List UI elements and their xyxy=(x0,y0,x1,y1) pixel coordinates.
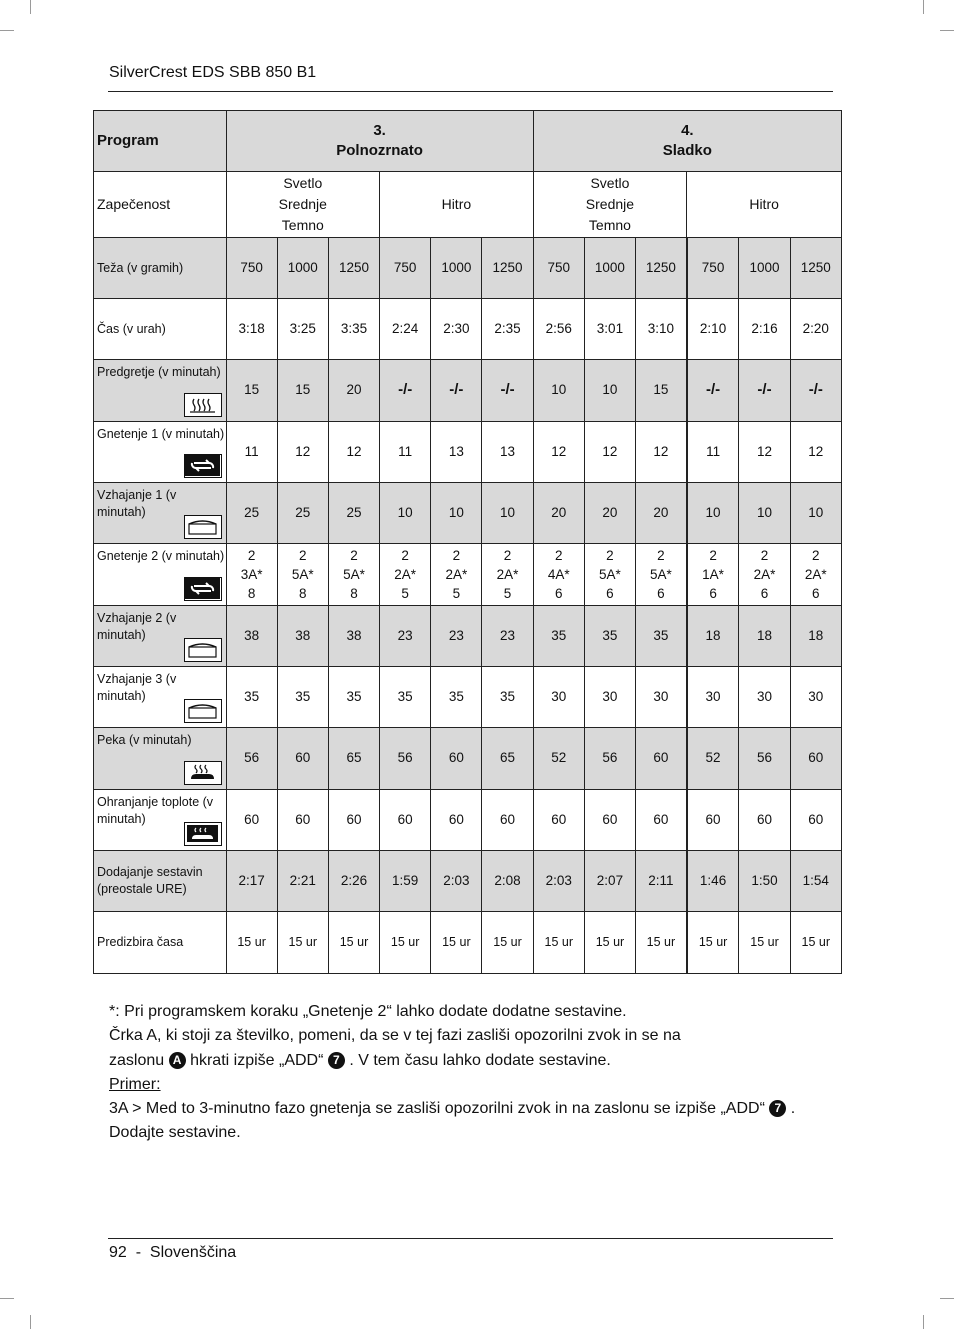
table-cell: 30 xyxy=(636,667,687,728)
row-label-text: Gnetenje 1 (v minutah) xyxy=(97,427,225,441)
fast-label: Hitro xyxy=(380,172,534,238)
note-line: Črka A, ki stoji za številko, pomeni, da se v tej fazi zasliši opozorilni zvok in se na xyxy=(109,1027,681,1045)
table-cell: 10 xyxy=(482,483,533,544)
table-cell: 1250 xyxy=(790,238,841,299)
knead-icon xyxy=(184,577,222,601)
table-cell: 1:59 xyxy=(380,851,431,912)
row-label-text: Teža (v gramih) xyxy=(97,260,184,275)
table-cell: 15 ur xyxy=(226,912,277,974)
row-label xyxy=(94,238,227,299)
cell-line: 5 xyxy=(401,586,409,601)
note-text: hkrati izpiše „ADD“ xyxy=(190,1051,324,1069)
table-cell: 65 xyxy=(482,728,533,790)
table-cell: 38 xyxy=(328,606,379,667)
table-cell: 1250 xyxy=(328,238,379,299)
table-row xyxy=(94,483,842,544)
row-label xyxy=(94,422,227,483)
browning-option: Srednje xyxy=(278,196,327,212)
table-row xyxy=(94,667,842,728)
cell-line: 2 xyxy=(299,548,307,563)
table-cell: 2:03 xyxy=(431,851,482,912)
row-label-text: Ohranjanje toplote (v minutah) xyxy=(97,795,214,826)
table-cell: 10 xyxy=(790,483,841,544)
table-cell: 35 xyxy=(482,667,533,728)
table-row xyxy=(94,422,842,483)
table-cell: 750 xyxy=(380,238,431,299)
table-cell: 60 xyxy=(790,728,841,790)
cell-line: 6 xyxy=(812,586,820,601)
table-cell: 10 xyxy=(584,360,635,422)
table-cell: 15 ur xyxy=(687,912,739,974)
table-cell: 25 xyxy=(328,483,379,544)
table-cell: 20 xyxy=(636,483,687,544)
table-cell: 3:25 xyxy=(277,299,328,360)
table-cell: 25 xyxy=(277,483,328,544)
table-row xyxy=(94,299,842,360)
row-label xyxy=(94,544,227,606)
program-name: Polnozrnato xyxy=(336,142,423,159)
table-cell: 2:56 xyxy=(533,299,584,360)
table-cell: 2:21 xyxy=(277,851,328,912)
table-cell: 60 xyxy=(739,790,790,851)
table-cell: -/- xyxy=(790,360,841,422)
row-label xyxy=(94,483,227,544)
cell-line: 2 xyxy=(760,548,769,563)
cell-line: 8 xyxy=(247,586,256,601)
crop-mark xyxy=(30,1315,31,1329)
table-cell: 60 xyxy=(277,728,328,790)
cell-line: 6 xyxy=(554,586,563,601)
table-cell: 15 ur xyxy=(584,912,635,974)
table-row xyxy=(94,728,842,790)
table-cell: 60 xyxy=(790,790,841,851)
cell-line: 2A* xyxy=(496,567,519,582)
program-4-header xyxy=(533,111,841,172)
table-cell: 60 xyxy=(380,790,431,851)
table-cell: 10 xyxy=(687,483,739,544)
browning-option: Svetlo xyxy=(590,175,630,191)
crop-mark xyxy=(923,0,924,14)
cell-line: 2A* xyxy=(804,567,827,582)
cell-line: 2A* xyxy=(445,567,468,582)
table-cell: 10 xyxy=(739,483,790,544)
program-3-header xyxy=(226,111,533,172)
table-cell: 38 xyxy=(226,606,277,667)
browning-options xyxy=(533,172,687,238)
table-cell: 15 ur xyxy=(431,912,482,974)
table-cell: -/- xyxy=(482,360,533,422)
browning-option: Temno xyxy=(588,217,631,233)
rise-icon xyxy=(184,699,222,723)
table-cell: 60 xyxy=(431,790,482,851)
table-cell: 2:17 xyxy=(226,851,277,912)
table-cell: 23 xyxy=(380,606,431,667)
cell-line: 5 xyxy=(503,586,512,601)
table-cell: 23 xyxy=(482,606,533,667)
table-cell: 35 xyxy=(533,606,584,667)
display-marker-a-icon: A xyxy=(169,1052,186,1069)
cell-line: 2 xyxy=(709,548,717,563)
table-cell: 38 xyxy=(277,606,328,667)
cell-line: 6 xyxy=(657,586,665,601)
table-cell: 3:01 xyxy=(584,299,635,360)
note-line xyxy=(109,1073,839,1097)
table-cell: 35 xyxy=(328,667,379,728)
table-cell: 56 xyxy=(739,728,790,790)
table-cell xyxy=(584,544,635,606)
table-cell xyxy=(739,544,790,606)
row-label xyxy=(94,912,227,974)
row-label xyxy=(94,606,227,667)
table-cell: 52 xyxy=(687,728,739,790)
table-cell: 2:35 xyxy=(482,299,533,360)
table-cell: 18 xyxy=(739,606,790,667)
table-cell: 15 ur xyxy=(482,912,533,974)
table-cell: 2:03 xyxy=(533,851,584,912)
table-cell xyxy=(636,544,687,606)
note-line: Dodajte sestavine. xyxy=(109,1124,241,1142)
table-cell: 35 xyxy=(277,667,328,728)
table-cell: 2:26 xyxy=(328,851,379,912)
table-row xyxy=(94,360,842,422)
table-row xyxy=(94,851,842,912)
row-label-text: Gnetenje 2 (v minutah) xyxy=(97,549,225,563)
fast-label: Hitro xyxy=(687,172,842,238)
cell-line: 2 xyxy=(606,548,614,563)
note-line: *: Pri programskem koraku „Gnetenje 2“ lahko dodate dodatne sestavine. xyxy=(109,1003,627,1020)
table-cell: 12 xyxy=(277,422,328,483)
bake-icon xyxy=(184,761,222,785)
table-cell: 1000 xyxy=(431,238,482,299)
crop-mark xyxy=(0,30,14,31)
table-cell xyxy=(790,544,841,606)
note-text: . xyxy=(790,1100,796,1118)
cell-line: 5A* xyxy=(291,567,314,582)
table-cell xyxy=(533,544,584,606)
cell-line: 6 xyxy=(760,586,769,601)
table-cell: 60 xyxy=(277,790,328,851)
table-cell: 35 xyxy=(636,606,687,667)
table-cell: -/- xyxy=(739,360,790,422)
browning-option: Svetlo xyxy=(283,175,323,191)
row-label-text: Peka (v minutah) xyxy=(97,733,192,747)
row-label-text: Vzhajanje 1 (v minutah) xyxy=(97,488,177,519)
table-cell: 15 xyxy=(277,360,328,422)
program-header-row xyxy=(94,111,842,172)
page-header-title: SilverCrest EDS SBB 850 B1 xyxy=(109,64,317,81)
table-cell: 60 xyxy=(687,790,739,851)
table-cell: 3:18 xyxy=(226,299,277,360)
row-label xyxy=(94,790,227,851)
browning-option: Temno xyxy=(281,217,324,233)
row-label-text: Vzhajanje 2 (v minutah) xyxy=(97,611,177,642)
table-cell: 35 xyxy=(584,606,635,667)
table-cell: 25 xyxy=(226,483,277,544)
cell-line: 5 xyxy=(452,586,461,601)
program-number: 4. xyxy=(681,121,694,139)
table-cell: 30 xyxy=(739,667,790,728)
notes-block xyxy=(109,1000,839,1146)
table-cell: 35 xyxy=(431,667,482,728)
table-cell: 10 xyxy=(380,483,431,544)
table-cell: 1000 xyxy=(277,238,328,299)
table-cell: 2:24 xyxy=(380,299,431,360)
table-cell: 750 xyxy=(226,238,277,299)
table-cell: 1000 xyxy=(739,238,790,299)
table-row xyxy=(94,912,842,974)
table-cell: 12 xyxy=(533,422,584,483)
crop-mark xyxy=(923,1315,924,1329)
table-cell: 13 xyxy=(482,422,533,483)
header-divider xyxy=(108,91,833,92)
row-label xyxy=(94,728,227,790)
table-cell: 1:46 xyxy=(687,851,739,912)
table-cell xyxy=(687,544,739,606)
table-cell: 750 xyxy=(687,238,739,299)
table-cell: -/- xyxy=(380,360,431,422)
cell-line: 8 xyxy=(299,586,307,601)
table-cell: 56 xyxy=(380,728,431,790)
cell-line: 4A* xyxy=(547,567,570,582)
table-cell: 10 xyxy=(431,483,482,544)
table-cell: 20 xyxy=(533,483,584,544)
table-cell: -/- xyxy=(431,360,482,422)
table-cell: 3:35 xyxy=(328,299,379,360)
browning-row xyxy=(94,172,842,238)
cell-line: 2 xyxy=(812,548,820,563)
note-line xyxy=(109,1049,839,1073)
table-cell: 30 xyxy=(687,667,739,728)
example-label: Primer: xyxy=(109,1075,161,1093)
table-cell: 35 xyxy=(226,667,277,728)
program-table xyxy=(93,110,842,974)
row-label-text: Dodajanje sestavin (preostale URE) xyxy=(97,865,203,896)
table-cell: 56 xyxy=(226,728,277,790)
page-footer xyxy=(109,1244,236,1262)
table-cell: 35 xyxy=(380,667,431,728)
table-cell xyxy=(226,544,277,606)
program-number: 3. xyxy=(373,121,386,139)
rise-icon xyxy=(184,638,222,662)
row-label-text: Predgretje (v minutah) xyxy=(97,365,221,379)
table-row xyxy=(94,606,842,667)
table-cell: 60 xyxy=(636,790,687,851)
crop-mark xyxy=(940,1298,954,1299)
row-label xyxy=(94,299,227,360)
cell-line: 2 xyxy=(452,548,461,563)
crop-mark xyxy=(0,1298,14,1299)
table-cell: 60 xyxy=(431,728,482,790)
table-row xyxy=(94,544,842,606)
preheat-icon xyxy=(184,393,222,417)
cell-line: 5A* xyxy=(343,567,365,582)
knead-icon xyxy=(184,454,222,478)
note-text: 3A > Med to 3-minutno fazo gnetenja se zasliši opozorilni zvok in na zaslonu se izpiše „ADD“ xyxy=(109,1100,765,1118)
table-cell: 15 ur xyxy=(533,912,584,974)
page-number: 92 xyxy=(109,1244,127,1261)
row-label-text: Predizbira časa xyxy=(97,935,184,950)
cell-line: 2A* xyxy=(394,567,417,582)
table-cell: 15 xyxy=(636,360,687,422)
table-cell xyxy=(380,544,431,606)
cell-line: 3A* xyxy=(240,567,263,582)
cell-line: 8 xyxy=(350,586,358,601)
table-cell: 11 xyxy=(226,422,277,483)
rise-icon xyxy=(184,515,222,539)
table-cell: -/- xyxy=(687,360,739,422)
crop-mark xyxy=(940,30,954,31)
table-row xyxy=(94,238,842,299)
table-cell: 60 xyxy=(482,790,533,851)
table-cell: 20 xyxy=(584,483,635,544)
row-label xyxy=(94,360,227,422)
table-cell: 56 xyxy=(584,728,635,790)
browning-option: Srednje xyxy=(585,196,635,212)
table-cell: 60 xyxy=(328,790,379,851)
note-line xyxy=(109,1097,839,1121)
table-cell: 3:10 xyxy=(636,299,687,360)
footer-divider xyxy=(108,1238,833,1239)
table-cell xyxy=(277,544,328,606)
table-cell xyxy=(431,544,482,606)
table-row xyxy=(94,790,842,851)
table-cell: 1250 xyxy=(636,238,687,299)
table-cell: 11 xyxy=(687,422,739,483)
table-cell: 2:10 xyxy=(687,299,739,360)
footer-language: Slovenščina xyxy=(149,1244,237,1261)
table-cell: 1000 xyxy=(584,238,635,299)
cell-line: 2 xyxy=(350,548,358,563)
table-cell: 13 xyxy=(431,422,482,483)
table-cell: 15 ur xyxy=(380,912,431,974)
row-label-text: Čas (v urah) xyxy=(97,321,166,336)
browning-label: Zapečenost xyxy=(94,172,227,238)
table-cell: 12 xyxy=(584,422,635,483)
table-cell xyxy=(482,544,533,606)
table-cell: 2:30 xyxy=(431,299,482,360)
cell-line: 2 xyxy=(554,548,563,563)
table-cell: 12 xyxy=(328,422,379,483)
cell-line: 5A* xyxy=(599,567,621,582)
cell-line: 2A* xyxy=(753,567,776,582)
keep-warm-icon xyxy=(184,822,222,846)
cell-line: 6 xyxy=(709,586,717,601)
table-cell: 15 ur xyxy=(739,912,790,974)
table-cell: 12 xyxy=(739,422,790,483)
row-label xyxy=(94,667,227,728)
table-cell: 1:54 xyxy=(790,851,841,912)
note-text: . V tem času lahko dodate sestavine. xyxy=(349,1051,611,1069)
table-cell: 750 xyxy=(533,238,584,299)
cell-line: 5A* xyxy=(649,567,672,582)
display-marker-7-icon: 7 xyxy=(769,1100,786,1117)
table-cell: 2:16 xyxy=(739,299,790,360)
note-text: zaslonu xyxy=(109,1051,165,1069)
cell-line: 2 xyxy=(247,548,256,563)
table-cell: 65 xyxy=(328,728,379,790)
table-cell: 60 xyxy=(533,790,584,851)
crop-mark xyxy=(30,0,31,14)
table-cell xyxy=(328,544,379,606)
browning-options xyxy=(226,172,380,238)
table-cell: 15 ur xyxy=(636,912,687,974)
table-cell: 60 xyxy=(636,728,687,790)
table-cell: 2:07 xyxy=(584,851,635,912)
table-cell: 1250 xyxy=(482,238,533,299)
table-cell: 2:11 xyxy=(636,851,687,912)
table-cell: 12 xyxy=(790,422,841,483)
footer-separator: - xyxy=(135,1244,142,1261)
row-label-text: Vzhajanje 3 (v minutah) xyxy=(97,672,177,703)
table-cell: 2:08 xyxy=(482,851,533,912)
table-cell: 30 xyxy=(584,667,635,728)
table-cell: 15 ur xyxy=(277,912,328,974)
cell-line: 2 xyxy=(503,548,512,563)
table-cell: 23 xyxy=(431,606,482,667)
table-cell: 60 xyxy=(584,790,635,851)
cell-line: 1A* xyxy=(702,567,724,582)
cell-line: 6 xyxy=(606,586,614,601)
table-cell: 11 xyxy=(380,422,431,483)
table-cell: 30 xyxy=(790,667,841,728)
table-cell: 20 xyxy=(328,360,379,422)
program-name: Sladko xyxy=(662,142,712,159)
row-label xyxy=(94,851,227,912)
table-cell: 60 xyxy=(226,790,277,851)
cell-line: 2 xyxy=(657,548,665,563)
display-marker-7-icon: 7 xyxy=(328,1052,345,1069)
table-cell: 2:20 xyxy=(790,299,841,360)
cell-line: 2 xyxy=(401,548,409,563)
table-cell: 15 ur xyxy=(328,912,379,974)
table-cell: 1:50 xyxy=(739,851,790,912)
table-cell: 15 ur xyxy=(790,912,841,974)
program-label: Program xyxy=(94,111,227,172)
table-cell: 15 xyxy=(226,360,277,422)
table-cell: 52 xyxy=(533,728,584,790)
table-cell: 30 xyxy=(533,667,584,728)
table-cell: 18 xyxy=(790,606,841,667)
table-cell: 18 xyxy=(687,606,739,667)
table-cell: 12 xyxy=(636,422,687,483)
table-cell: 10 xyxy=(533,360,584,422)
